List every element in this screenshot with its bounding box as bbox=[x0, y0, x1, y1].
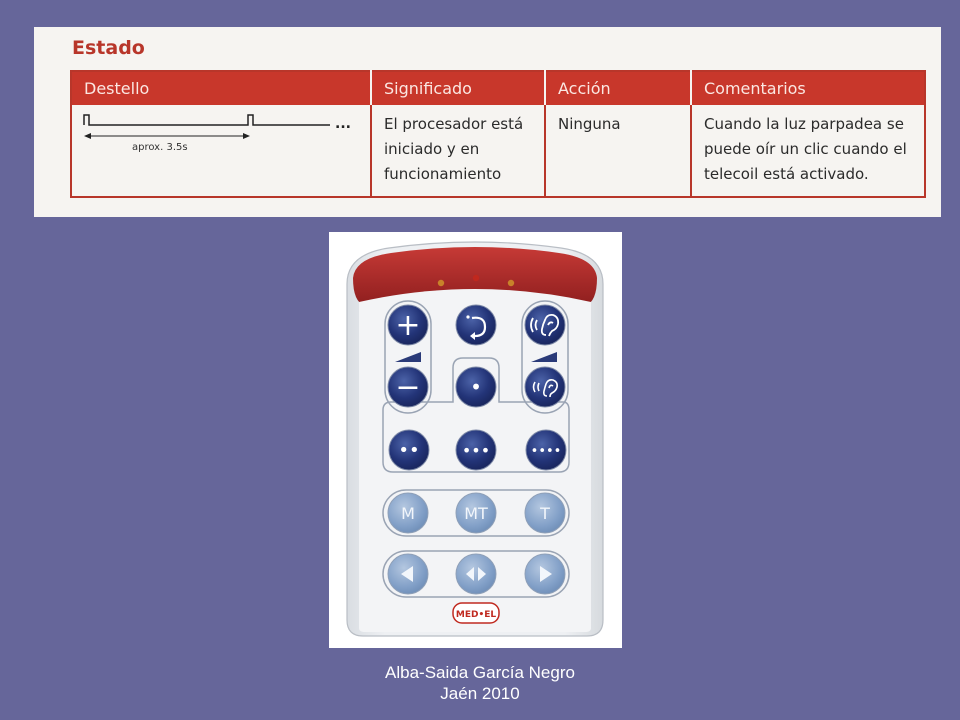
header-accion: Acción bbox=[545, 71, 691, 105]
led-right bbox=[508, 280, 514, 286]
program-4-dots: •••• bbox=[530, 444, 562, 459]
return-button[interactable] bbox=[456, 305, 496, 345]
minus-icon: − bbox=[395, 370, 421, 405]
footer-place-year: Jaén 2010 bbox=[440, 684, 520, 703]
sensitivity-down-button[interactable] bbox=[525, 367, 565, 407]
status-table bbox=[70, 70, 926, 198]
pulse-ellipsis: ... bbox=[335, 116, 351, 132]
header-destello: Destello bbox=[71, 71, 371, 105]
remote-control bbox=[329, 232, 622, 648]
significado-cell: El procesador está iniciado y en funcionamiento bbox=[371, 105, 545, 197]
volume-up-button[interactable] bbox=[388, 305, 428, 345]
sensitivity-up-button[interactable] bbox=[525, 305, 565, 345]
mic-telecoil-button[interactable] bbox=[456, 493, 496, 533]
program-4-button[interactable] bbox=[526, 430, 566, 470]
program-3-dots: ••• bbox=[461, 441, 491, 460]
table-row bbox=[71, 105, 925, 197]
footer-author: Alba-Saida García Negro bbox=[385, 663, 575, 682]
right-side-button[interactable] bbox=[525, 554, 565, 594]
table-title: Estado bbox=[72, 37, 145, 59]
program-1-button[interactable] bbox=[456, 367, 496, 407]
left-side-button[interactable] bbox=[388, 554, 428, 594]
table-header-row bbox=[71, 71, 925, 105]
brand-label: MED•EL bbox=[455, 610, 497, 620]
comentarios-cell: Cuando la luz parpadea se puede oír un clic cuando el telecoil está activado. bbox=[704, 115, 907, 183]
telecoil-button[interactable] bbox=[525, 493, 565, 533]
program-1-dots: • bbox=[470, 375, 482, 399]
program-2-button[interactable] bbox=[389, 430, 429, 470]
led-left bbox=[438, 280, 444, 286]
remote-photo bbox=[329, 232, 622, 648]
header-significado: Significado bbox=[371, 71, 545, 105]
interval-label: aprox. 3.5s bbox=[132, 142, 188, 153]
mic-button[interactable] bbox=[388, 493, 428, 533]
accion-cell: Ninguna bbox=[545, 105, 691, 197]
pulse-diagram bbox=[82, 111, 362, 151]
led-center bbox=[473, 275, 479, 281]
program-2-dots: •• bbox=[398, 440, 420, 461]
telecoil-label: T bbox=[540, 504, 550, 523]
medel-logo bbox=[453, 603, 499, 623]
balance-button[interactable] bbox=[456, 554, 496, 594]
plus-icon: + bbox=[395, 308, 421, 343]
header-comentarios: Comentarios bbox=[691, 71, 925, 105]
status-table-panel bbox=[34, 27, 941, 217]
mic-telecoil-label: MT bbox=[464, 504, 488, 523]
flash-pattern-cell bbox=[71, 105, 371, 197]
program-3-button[interactable] bbox=[456, 430, 496, 470]
volume-down-button[interactable] bbox=[388, 367, 428, 407]
mic-label: M bbox=[401, 504, 415, 523]
